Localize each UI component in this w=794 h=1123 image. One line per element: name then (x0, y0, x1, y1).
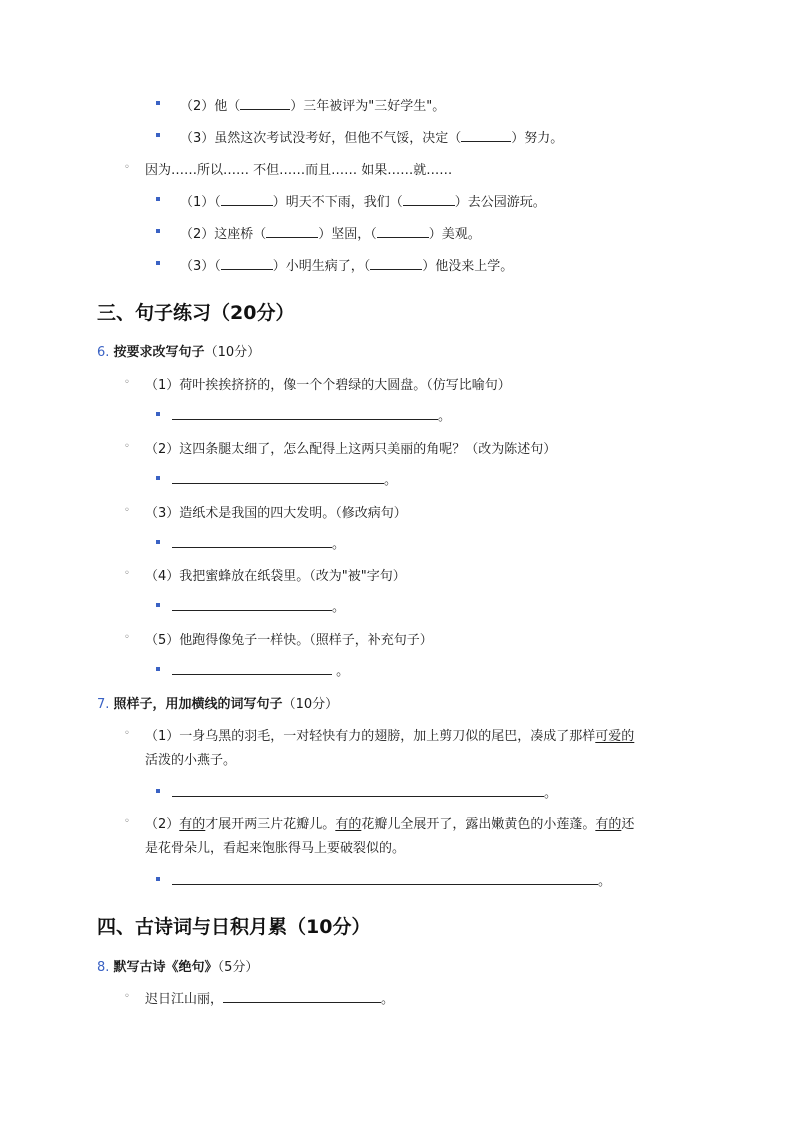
circle-bullet-icon: ◦ (124, 728, 130, 739)
question-item: （3）造纸术是我国的四大发明。（修改病句） (145, 506, 407, 521)
fill-item: （3）虽然这次考试没考好，但他不气馁，决定（ ）努力。 (180, 131, 564, 146)
fill-item: （2）他（ ）三年被评为"三好学生"。 (180, 99, 446, 114)
fill-item: （1）（ ）明天不下雨，我们（ ）去公园游玩。 (180, 195, 546, 210)
answer-blank[interactable] (172, 407, 438, 420)
bullet-icon (156, 197, 160, 201)
bullet-icon (156, 261, 160, 265)
question-item: （2）有的才展开两三片花瓣儿。有的花瓣儿全展开了，露出嫩黄色的小莲蓬。有的还 (145, 817, 635, 832)
circle-bullet-icon: ◦ (124, 991, 130, 1002)
question-item-cont: 是花骨朵儿，看起来饱胀得马上要破裂似的。 (145, 841, 406, 856)
fill-item: （2）这座桥（ ）坚固，（ ）美观。 (180, 227, 481, 242)
bullet-icon (156, 229, 160, 233)
question-title: 8. 默写古诗《绝句》（5分） (97, 960, 259, 975)
question-item: （1）一身乌黑的羽毛，一对轻快有力的翅膀，加上剪刀似的尾巴，凑成了那样可爱的 (145, 729, 635, 744)
bullet-icon (156, 667, 160, 671)
group-label: 因为……所以…… 不但……而且…… 如果……就…… (145, 163, 453, 178)
bullet-icon (156, 133, 160, 137)
answer-line: 。 (172, 533, 345, 552)
answer-blank[interactable] (221, 257, 273, 270)
answer-blank[interactable] (172, 471, 384, 484)
question-item-cont: 活泼的小燕子。 (145, 753, 237, 768)
answer-blank[interactable] (266, 225, 318, 238)
answer-blank[interactable] (370, 257, 422, 270)
answer-blank[interactable] (240, 97, 290, 110)
bullet-icon (156, 789, 160, 793)
question-title: 7. 照样子，用加横线的词写句子（10分） (97, 697, 339, 712)
circle-bullet-icon: ◦ (124, 505, 130, 516)
answer-line: 。 (172, 596, 345, 615)
answer-line: 。 (172, 405, 451, 424)
answer-blank[interactable] (172, 535, 332, 548)
answer-blank[interactable] (221, 193, 273, 206)
bullet-icon (156, 101, 160, 105)
underlined-word: 有的 (179, 817, 206, 832)
underlined-word: 有的 (595, 817, 622, 832)
answer-line: 。 (172, 870, 611, 889)
answer-blank[interactable] (403, 193, 455, 206)
answer-blank[interactable] (461, 129, 511, 142)
answer-line: 。 (172, 660, 349, 679)
answer-line: 。 (172, 782, 557, 801)
circle-bullet-icon: ◦ (124, 162, 130, 173)
answer-line: 。 (172, 469, 397, 488)
circle-bullet-icon: ◦ (124, 568, 130, 579)
question-item: （2）这四条腿太细了，怎么配得上这两只美丽的角呢？（改为陈述句） (145, 442, 557, 457)
circle-bullet-icon: ◦ (124, 377, 130, 388)
fill-item: （3）（ ）小明生病了，（ ）他没来上学。 (180, 259, 514, 274)
question-item: （1）荷叶挨挨挤挤的，像一个个碧绿的大圆盘。（仿写比喻句） (145, 378, 511, 393)
bullet-icon (156, 877, 160, 881)
question-item: （4）我把蜜蜂放在纸袋里。（改为"被"字句） (145, 569, 406, 584)
question-item: （5）他跑得像兔子一样快。（照样子，补充句子） (145, 633, 433, 648)
answer-blank[interactable] (223, 990, 381, 1003)
answer-blank[interactable] (172, 662, 332, 675)
answer-blank[interactable] (377, 225, 429, 238)
underlined-word: 有的 (335, 817, 362, 832)
bullet-icon (156, 476, 160, 480)
circle-bullet-icon: ◦ (124, 441, 130, 452)
section-heading: 四、古诗词与日积月累（10分） (97, 916, 371, 938)
circle-bullet-icon: ◦ (124, 816, 130, 827)
underlined-word: 可爱的 (595, 729, 635, 744)
section-heading: 三、句子练习（20分） (97, 302, 295, 324)
circle-bullet-icon: ◦ (124, 632, 130, 643)
bullet-icon (156, 603, 160, 607)
question-title: 6. 按要求改写句子（10分） (97, 345, 261, 360)
bullet-icon (156, 540, 160, 544)
bullet-icon (156, 412, 160, 416)
poem-line: 迟日江山丽， 。 (145, 992, 395, 1007)
answer-blank[interactable] (172, 872, 598, 885)
answer-blank[interactable] (172, 784, 544, 797)
answer-blank[interactable] (172, 598, 332, 611)
